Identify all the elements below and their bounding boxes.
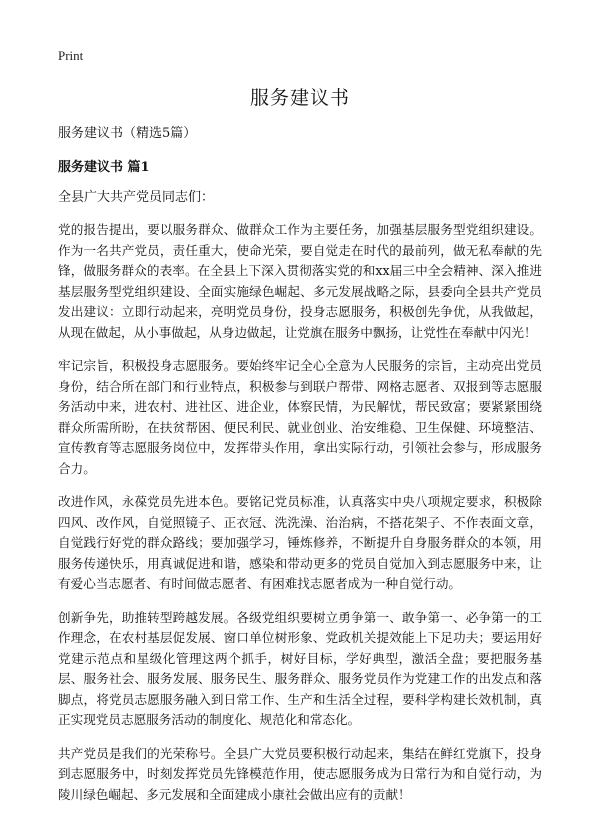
paragraph: 改进作风，永葆党员先进本色。要铭记党员标准，认真落实中央八项规定要求，积极除四风、改作风，自觉照镜子、正衣冠、洗洗澡、治治病，不搭花架子、不作表面文章，自觉践行好党的群众路线；要加强学习，锤炼修养，不断提升自身服务群众的本领，用服务传递快乐，用真诚促进和谐，感染和带动更多的党员自觉加入到志愿服务中来，让有爱心当志愿者、有时间做志愿者、有困难找志愿者成为一种自觉行动。 xyxy=(58,494,542,591)
paragraph: 党的报告提出，要以服务群众、做群众工作为主要任务，加强基层服务型党组织建设。作为一名共产党员，责任重大，使命光荣，要自觉走在时代的最前列，做无私奉献的先锋，做服务群众的表率。在全县上下深入贯彻落实党的和xx届三中全会精神、深入推进基层服务型党组织建设、全面实施绿色崛起、多元发展战略之际，县委向全县共产党员发出建议：立即行动起来，亮明党员身份，投身志愿服务，积极创先争优，从我做起，从现在做起，从小事做起，从身边做起，让党旗在服务中飘扬，让党性在奉献中闪光！ xyxy=(58,222,542,340)
document-subtitle: 服务建议书（精选5篇） xyxy=(58,126,197,141)
print-link[interactable]: Print xyxy=(58,48,84,63)
paragraph: 创新争先，助推转型跨越发展。各级党组织要树立勇争第一、敢争第一、必争第一的工作理念，在农村基层促发展、窗口单位树形象、党政机关提效能上下足功夫；要运用好党建示范点和星级化管理这两个抓手，树好目标，学好典型，激活全盘；要把服务基层、服务社会、服务发展、服务民生、服务群众、服务党员作为党建工作的出发点和落脚点，将党员志愿服务融入到日常工作、生产和生活全过程，要科学构建长效机制，真正实现党员志愿服务活动的制度化、规范化和常态化。 xyxy=(58,609,542,727)
paragraph: 牢记宗旨，积极投身志愿服务。要始终牢记全心全意为人民服务的宗旨，主动亮出党员身份，结合所在部门和行业特点，积极参与到联户帮带、网格志愿者、双报到等志愿服务活动中来，进农村、进社区、进企业，体察民情，为民解忧，帮民致富；要紧紧围绕群众所需所盼，在扶贫帮困、便民利民、就业创业、治安维稳、卫生保健、环境整洁、宣传教育等志愿服务岗位中，发挥带头作用，拿出实际行动，引领社会参与，形成服务合力。 xyxy=(58,358,542,476)
paragraph: 共产党员是我们的光荣称号。全县广大党员要积极行动起来，集结在鲜红党旗下，投身到志愿服务中，时刻发挥党员先锋模范作用，使志愿服务成为日常行为和自觉行动，为陵川绿色崛起、多元发展和全面建成小康社会做出应有的贡献！ xyxy=(58,745,542,802)
section-heading: 服务建议书 篇1 xyxy=(58,160,150,175)
salutation: 全县广大共产党员同志们： xyxy=(58,190,215,205)
document-title: 服务建议书 xyxy=(249,87,350,109)
